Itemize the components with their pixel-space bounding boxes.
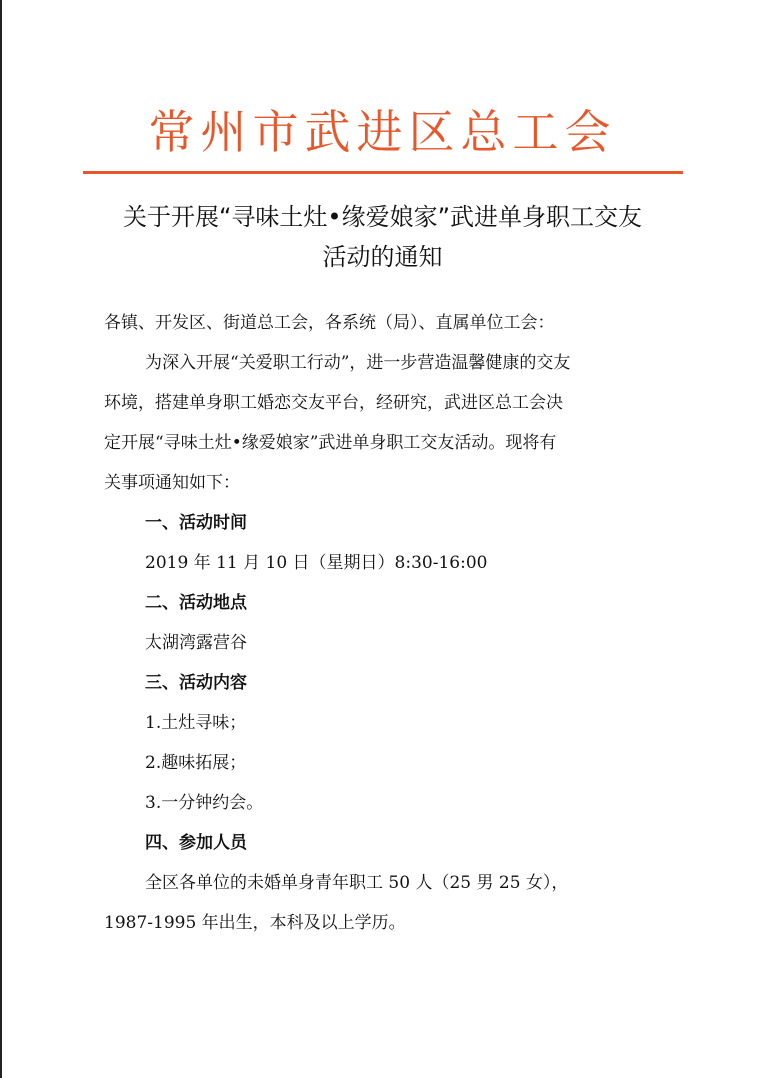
section-heading-content: 三、活动内容 bbox=[145, 673, 247, 693]
intro-paragraph-line: 为深入开展“关爱职工行动”，进一步营造温馨健康的交友 bbox=[145, 353, 571, 373]
section-heading-participants: 四、参加人员 bbox=[145, 833, 247, 853]
intro-paragraph-line: 关事项通知如下： bbox=[104, 473, 240, 493]
activity-content-item: 1.土灶寻味； bbox=[145, 713, 247, 733]
document-title-line-1: 关于开展“寻味土灶•缘爱娘家”武进单身职工交友 bbox=[122, 203, 643, 231]
section-heading-time: 一、活动时间 bbox=[145, 513, 247, 533]
page-left-border bbox=[0, 0, 2, 1078]
participants-line: 1987-1995 年出生，本科及以上学历。 bbox=[104, 913, 406, 933]
salutation: 各镇、开发区、街道总工会，各系统（局）、直属单位工会： bbox=[104, 313, 555, 333]
document-title-line-2: 活动的通知 bbox=[322, 243, 443, 271]
intro-paragraph-line: 环境，搭建单身职工婚恋交友平台，经研究，武进区总工会决 bbox=[104, 393, 563, 413]
document-title bbox=[90, 197, 675, 277]
header-divider bbox=[83, 171, 683, 174]
activity-content-item: 2.趣味拓展； bbox=[145, 753, 247, 773]
activity-location: 太湖湾露营谷 bbox=[145, 633, 247, 653]
intro-paragraph-line: 定开展“寻味土灶•缘爱娘家”武进单身职工交友活动。现将有 bbox=[104, 433, 557, 453]
section-heading-location: 二、活动地点 bbox=[145, 593, 247, 613]
activity-content-item: 3.一分钟约会。 bbox=[145, 793, 264, 813]
activity-time: 2019 年 11 月 10 日（星期日）8:30-16:00 bbox=[145, 553, 488, 573]
organization-header: 常州市武进区总工会 bbox=[148, 105, 617, 159]
participants-line: 全区各单位的未婚单身青年职工 50 人（25 男 25 女）， bbox=[145, 873, 569, 893]
